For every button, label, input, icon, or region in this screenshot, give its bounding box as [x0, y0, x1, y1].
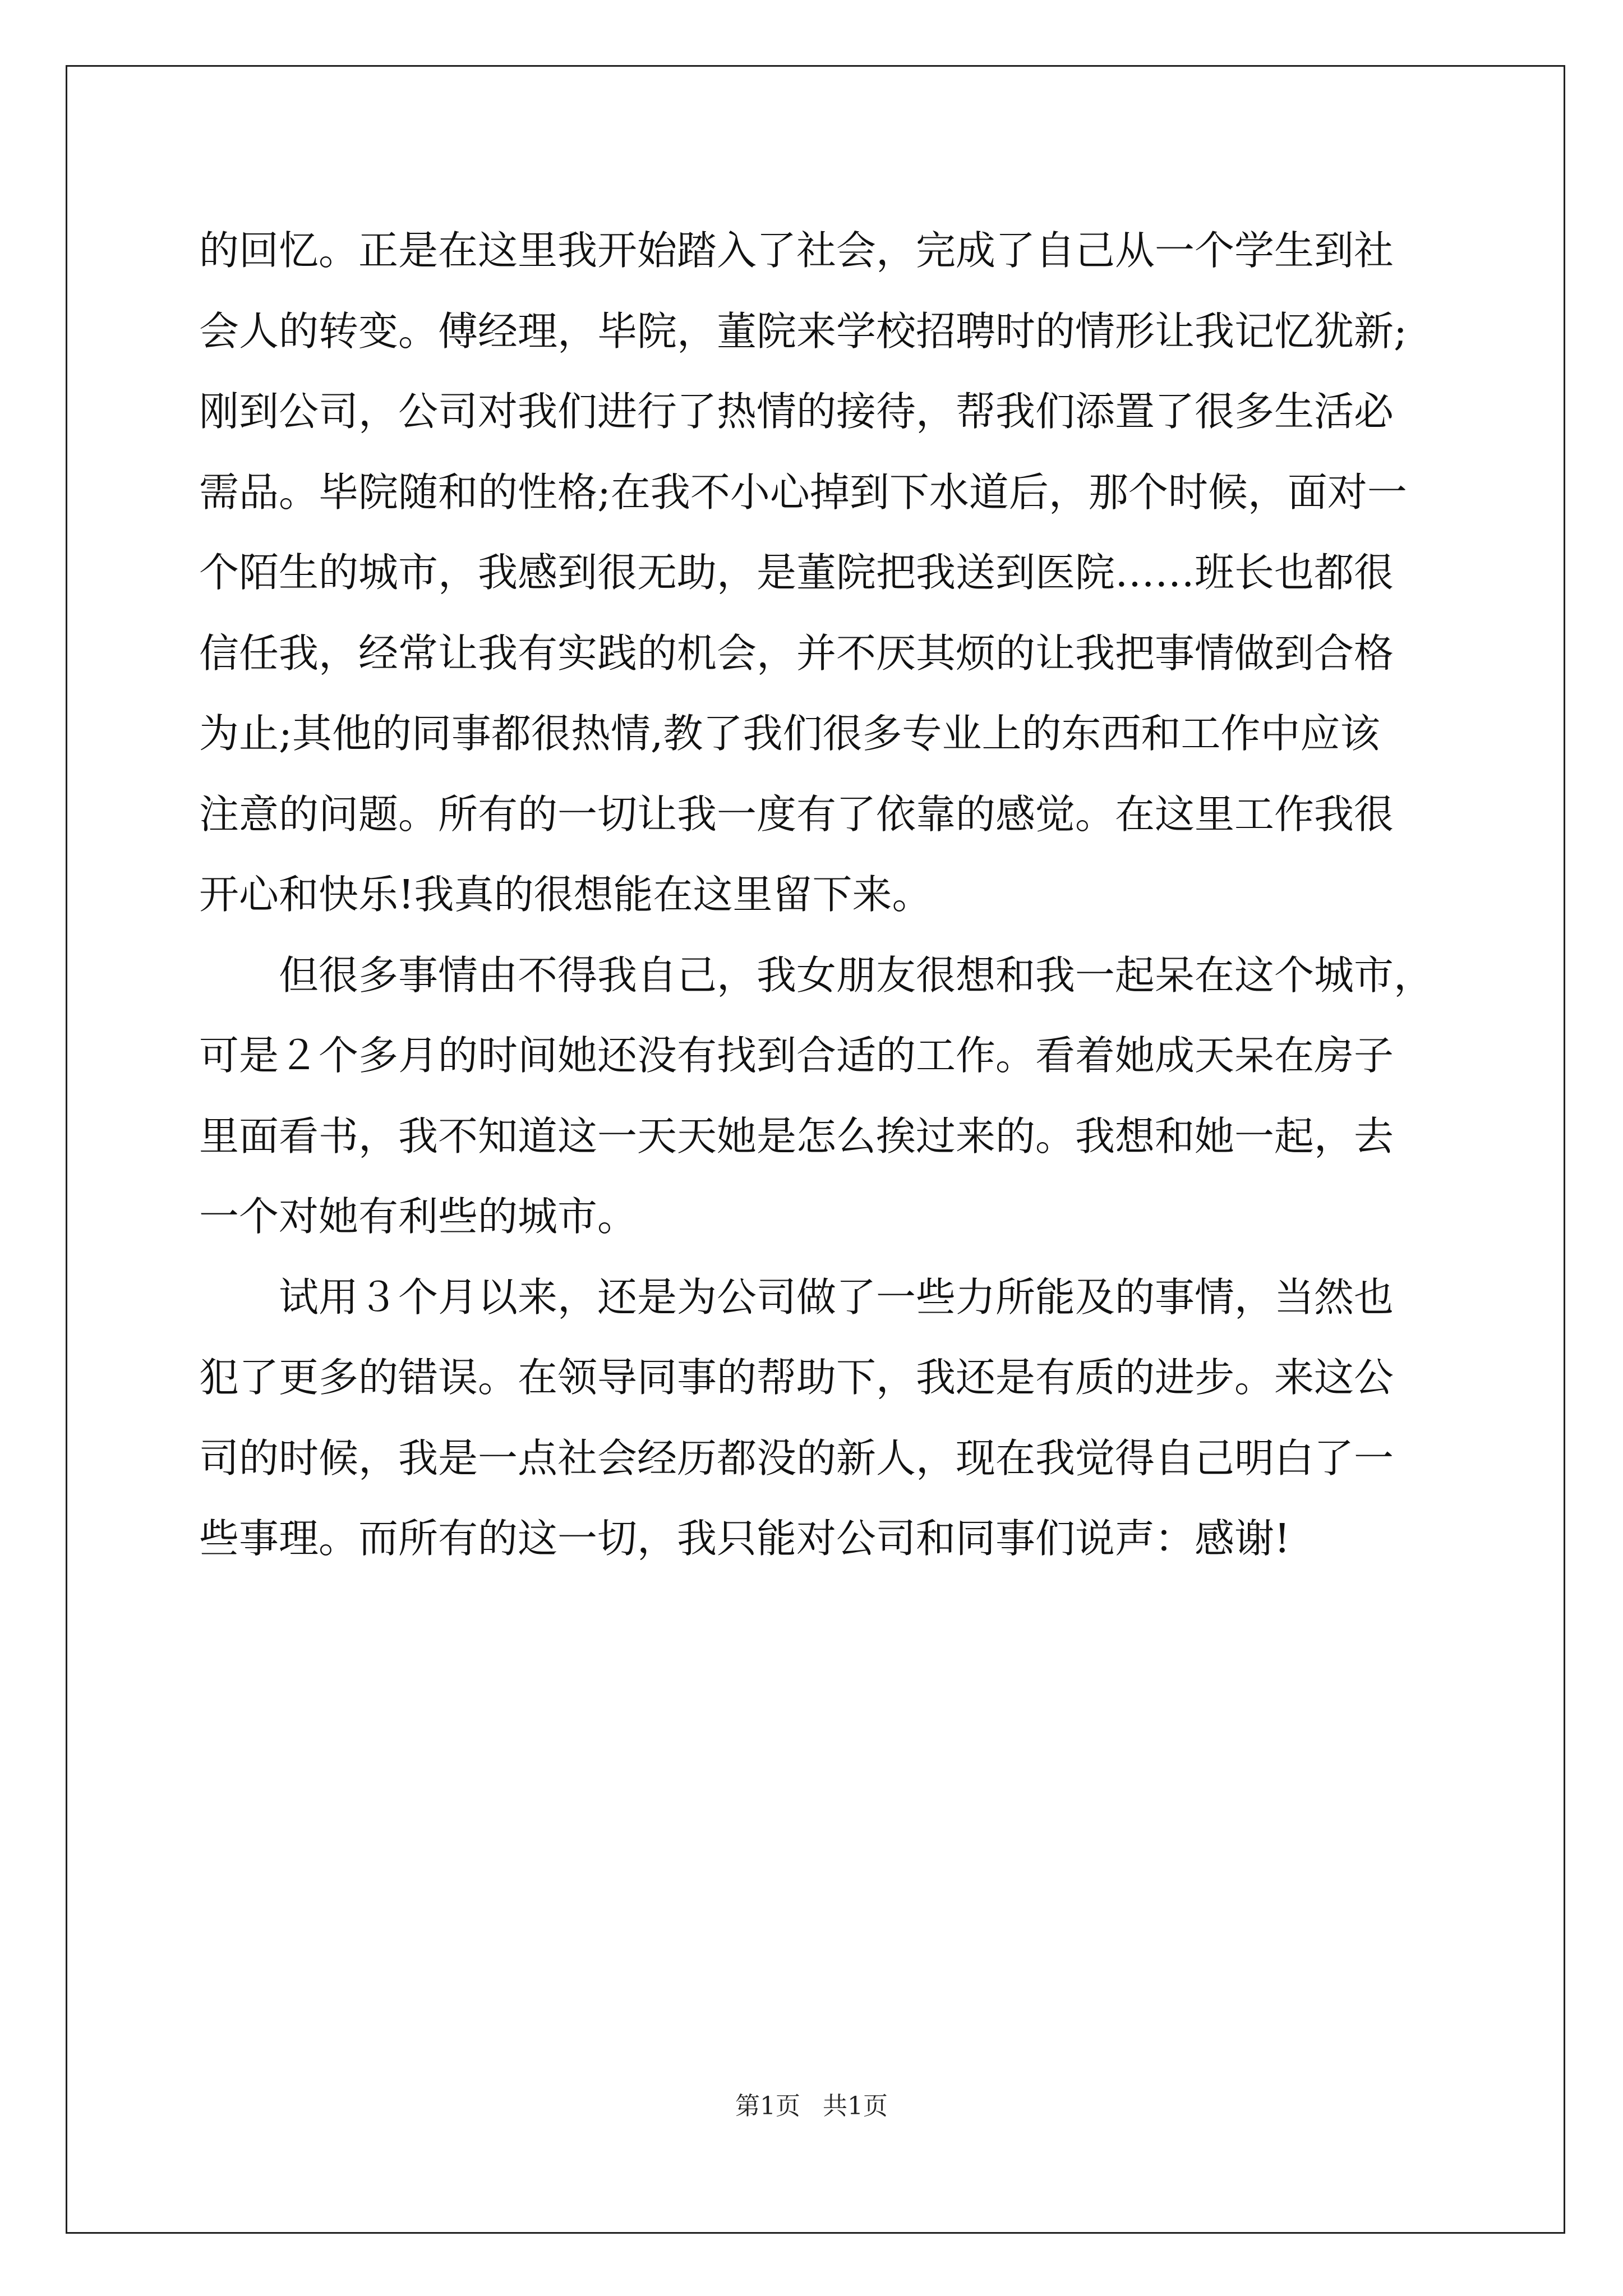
- text-line: 信任我，经常让我有实践的机会，并不厌其烦的让我把事情做到合格: [199, 629, 1394, 677]
- paragraph-3: [199, 1257, 1433, 1579]
- text-line: 里面看书，我不知道这一天天她是怎么挨过来的。我想和她一起，去: [199, 1112, 1394, 1159]
- text-line: 一个对她有利些的城市。: [199, 1193, 638, 1240]
- text-line: 为止;其他的同事都很热情,教了我们很多专业上的东西和工作中应该: [199, 710, 1380, 757]
- page-footer: [0, 2086, 1623, 2122]
- text-line: 开心和快乐!我真的很想能在这里留下来。: [199, 871, 932, 918]
- text-line: 司的时候，我是一点社会经历都没的新人，现在我觉得自己明白了一: [199, 1434, 1394, 1481]
- text-line: 会人的转变。傅经理，毕院，董院来学校招聘时的情形让我记忆犹新;: [199, 307, 1407, 355]
- paragraph-1: [199, 210, 1433, 935]
- text-line: 的回忆。正是在这里我开始踏入了社会，完成了自己从一个学生到社: [199, 227, 1394, 274]
- text-line: 刚到公司，公司对我们进行了热情的接待，帮我们添置了很多生活必: [199, 388, 1394, 435]
- text-line: 犯了更多的错误。在领导同事的帮助下，我还是有质的进步。来这公: [199, 1354, 1394, 1401]
- page-total: 共1页: [823, 2092, 888, 2120]
- text-line: 需品。毕院随和的性格;在我不小心掉到下水道后，那个时候，面对一: [199, 468, 1407, 516]
- paragraph-2: [199, 935, 1433, 1257]
- text-line: 试用３个月以来，还是为公司做了一些力所能及的事情，当然也: [199, 1273, 1394, 1320]
- text-line: 个陌生的城市，我感到很无助，是董院把我送到医院……班长也都很: [199, 549, 1394, 596]
- text-line: 些事理。而所有的这一切，我只能对公司和同事们说声：感谢!: [199, 1515, 1290, 1562]
- page-number: 第1页: [735, 2092, 800, 2120]
- document-body: [199, 210, 1433, 1579]
- text-line: 可是２个多月的时间她还没有找到合适的工作。看着她成天呆在房子: [199, 1032, 1394, 1079]
- text-line: 注意的问题。所有的一切让我一度有了依靠的感觉。在这里工作我很: [199, 790, 1394, 838]
- text-line: 但很多事情由不得我自己，我女朋友很想和我一起呆在这个城市，: [199, 951, 1434, 999]
